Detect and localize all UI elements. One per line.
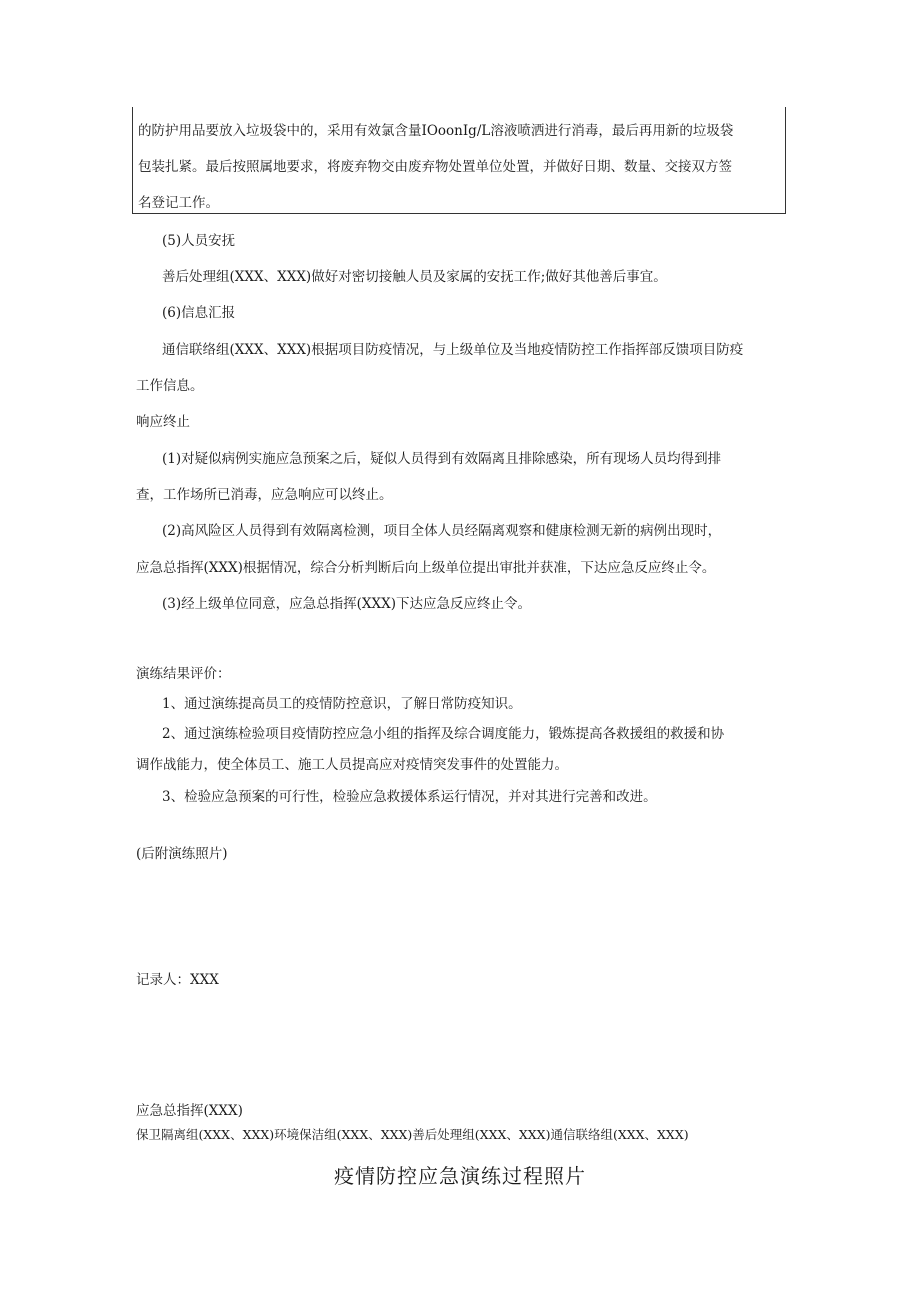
section5-text: 善后处理组(XXX、XXX)做好对密切接触人员及家属的安抚工作;做好其他善后事宜。 — [162, 269, 667, 285]
termination-item2-a: (2)高风险区人员得到有效隔离检测，项目全体人员经隔离观察和健康检测无新的病例出现时， — [162, 523, 722, 539]
evaluation-heading: 演练结果评价： — [136, 666, 231, 682]
termination-item2-b: 应急总指挥(XXX)根据情况，综合分析判断后向上级单位提出审批并获准，下达应急反应终止令。 — [136, 560, 716, 576]
emergency-commander: 应急总指挥(XXX) — [136, 1103, 243, 1119]
termination-item1-b: 查，工作场所已消毒，应急响应可以终止。 — [136, 487, 393, 503]
box-line-2: 包装扎紧。最后按照属地要求，将废弃物交由废弃物处置单位处置，并做好日期、数量、交接双方签 — [138, 159, 732, 175]
evaluation-item2-b: 调作战能力，使全体员工、施工人员提高应对疫情突发事件的处置能力。 — [136, 757, 568, 773]
photo-section-title: 疫情防控应急演练过程照片 — [334, 1164, 586, 1188]
termination-item1-a: (1)对疑似病例实施应急预案之后，疑似人员得到有效隔离且排除感染，所有现场人员均得到排 — [162, 451, 722, 467]
box-line-3: 名登记工作。 — [138, 195, 219, 211]
attachment-note: (后附演练照片) — [136, 846, 228, 862]
section5-heading: (5)人员安抚 — [162, 233, 236, 249]
box-line-1: 的防护用品要放入垃圾袋中的，采用有效氯含量IOoonIg/L溶液喷洒进行消毒，最后再用新的垃圾袋 — [138, 123, 734, 139]
section6-heading: (6)信息汇报 — [162, 305, 236, 321]
termination-heading: 响应终止 — [136, 414, 190, 430]
section6-text-2: 工作信息。 — [136, 378, 204, 394]
termination-item3: (3)经上级单位同意，应急总指挥(XXX)下达应急反应终止令。 — [162, 596, 531, 612]
team-groups: 保卫隔离组(XXX、XXX)环境保洁组(XXX、XXX)善后处理组(XXX、XXX)通信联络组(XXX、XXX) — [136, 1127, 689, 1142]
section6-text-1: 通信联络组(XXX、XXX)根据项目防疫情况，与上级单位及当地疫情防控工作指挥部反馈项目防疫 — [162, 342, 744, 358]
evaluation-item2-a: 2、通过演练检验项目疫情防控应急小组的指挥及综合调度能力，锻炼提高各救援组的救援和协 — [162, 726, 725, 742]
recorder: 记录人：XXX — [136, 972, 219, 988]
evaluation-item1: 1、通过演练提高员工的疫情防控意识，了解日常防疫知识。 — [162, 696, 522, 712]
evaluation-item3: 3、检验应急预案的可行性，检验应急救援体系运行情况，并对其进行完善和改进。 — [162, 789, 657, 805]
